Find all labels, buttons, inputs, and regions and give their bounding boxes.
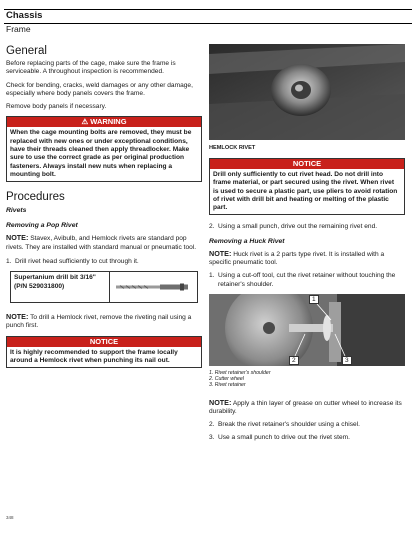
legend-item-1: 1. Rivet retainer's shoulder: [209, 369, 271, 376]
note-hemlock-drilling: [6, 313, 202, 331]
callout-3: 3: [342, 356, 352, 365]
step-number: 3.: [209, 434, 215, 442]
notice-box-support-frame: [6, 336, 202, 369]
legend-item-3: 3. Rivet retainer: [209, 382, 246, 389]
huck-rivet-cutting-photo: [209, 294, 405, 366]
step-text: Using a small punch, drive out the remaining rivet end.: [218, 223, 378, 231]
note-keyword: NOTE:: [6, 233, 29, 243]
note-keyword: NOTE:: [6, 312, 29, 322]
note-standard-pop-rivets: [6, 234, 202, 252]
procedures-heading: Procedures: [6, 191, 65, 204]
step-break-shoulder: [209, 421, 405, 429]
general-paragraph-3: Remove body panels if necessary.: [6, 103, 107, 111]
removing-huck-rivet-heading: Removing a Huck Rivet: [209, 237, 285, 245]
notice-text: It is highly recommended to support the frame locally around a Hemlock rivet when punching its nail out.: [10, 348, 178, 365]
removing-pop-rivet-heading: Removing a Pop Rivet: [6, 222, 78, 230]
step-cut-rivet-retainer: [209, 272, 405, 289]
notice-header: NOTICE: [7, 337, 201, 347]
step-text: Using a cut-off tool, cut the rivet retainer without touching the retainer's shoulder.: [218, 272, 396, 288]
callout-2: 2: [289, 356, 299, 365]
warning-text: When the cage mounting bolts are removed, they must be replaced with new ones or under exceptional conditions, have their threads cleaned then apply threadlocker. Make sure to use the correct grade as per original production fasteners. Always install new nuts when replacing a mounting bolt.: [10, 129, 192, 178]
note-grease-cutter-wheel: [209, 399, 405, 417]
note-keyword: NOTE:: [209, 397, 232, 407]
tool-name: Supertanium drill bit 3/16" (P/N 529031800): [11, 272, 110, 302]
note-keyword: NOTE:: [209, 248, 232, 258]
warning-icon: ⚠: [81, 117, 91, 127]
notice-box-drill-only: [209, 158, 405, 215]
page-header: [4, 8, 412, 35]
note-text: Huck rivet is a 2 parts type rivet. It is installed with a specific pneumatic tool.: [209, 250, 385, 267]
note-huck-rivet: [209, 250, 405, 268]
photo-legend: [209, 370, 405, 389]
legend-item-2: 2. Cutter wheel: [209, 376, 244, 383]
left-column: [6, 44, 202, 376]
page-number: 348: [6, 515, 14, 520]
right-column: [209, 44, 405, 448]
step-text: Drill rivet head sufficiently to cut through it.: [15, 257, 139, 265]
header-title: Chassis: [6, 10, 43, 21]
note-text: Stavex, Avibulb, and Hemlock rivets are standard pop rivets. They are installed with standard manual or pneumatic tool.: [6, 235, 197, 251]
step-drive-out-stem: [209, 434, 405, 442]
rivets-subheading: Rivets: [6, 207, 27, 215]
step-text: Break the rivet retainer's shoulder using a chisel.: [218, 421, 360, 429]
general-paragraph-1: Before replacing parts of the cage, make sure the frame is serviceable. A throughout inspection is recommended.: [6, 60, 176, 76]
note-text: To drill a Hemlock rivet, remove the riveting nail using a punch first.: [6, 314, 192, 330]
tool-table: [10, 271, 198, 303]
general-heading: General: [6, 45, 47, 57]
step-number: 2.: [209, 421, 215, 429]
step-number: 1.: [209, 272, 215, 280]
drill-bit-icon: [110, 272, 197, 302]
step-number: 1.: [6, 257, 12, 265]
warning-label: WARNING: [90, 117, 127, 127]
header-subtitle: Frame: [6, 24, 31, 34]
notice-text: Drill only sufficiently to cut rivet head. Do not drill into frame material, or part secured using the rivet. When rivet is used to secure a plastic part, use pliers to avoid rotation of rivet with drill bit and heating or melting of the plastic part.: [213, 171, 398, 212]
warning-box: [6, 116, 202, 182]
step-text: Use a small punch to drive out the rivet stem.: [218, 434, 350, 442]
photo-caption: HEMLOCK RIVET: [209, 145, 256, 151]
step-drive-out-rivet-end: [209, 223, 405, 231]
step-drill-rivet-head: [6, 258, 202, 266]
general-paragraph-2: Check for bending, cracks, weld damages or any other damage, especially where body panels covers the frame.: [6, 81, 193, 97]
notice-header: NOTICE: [210, 159, 404, 169]
warning-header: [7, 117, 201, 127]
step-number: 2.: [209, 223, 215, 231]
callout-1: 1: [309, 295, 319, 304]
note-text: Apply a thin layer of grease on cutter wheel to increase its durability.: [209, 399, 402, 415]
hemlock-rivet-photo: [209, 44, 405, 140]
